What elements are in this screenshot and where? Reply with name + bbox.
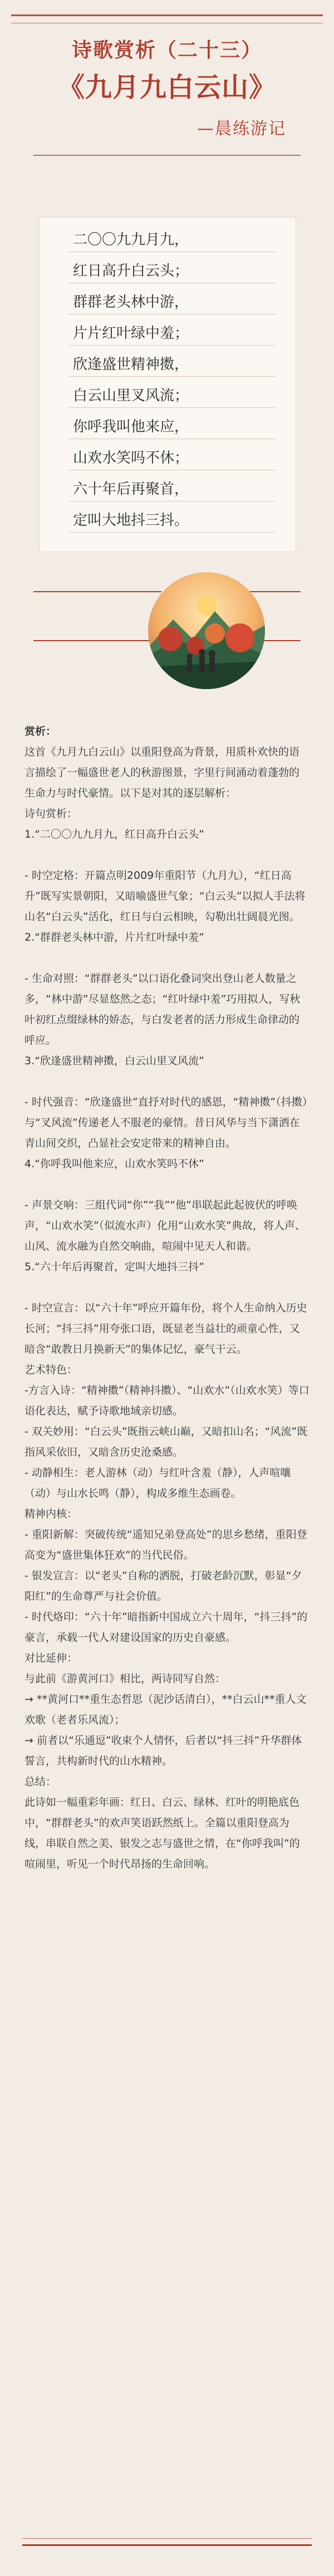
analysis-paragraph: 此诗如一幅重彩年画：红日、白云、绿林、红叶的明艳底色中，“群群老头”的欢声笑语跃然纸上。全篇以重阳登高为线，串联自然之美、银发之志与盛世之情，在“你呼我叫”的喧闹里，听见一个时代昂扬的生命回响。 (24, 1796, 300, 1870)
poem-line: 红日高升白云头； (73, 262, 273, 280)
analysis-paragraph: 这首《九月九白云山》以重阳登高为背景，用质朴欢快的语言描绘了一幅盛世老人的秋游图景，字里行间涌动着蓬勃的生命力与时代豪情。以下是对其的逐层解析： (24, 746, 300, 799)
analysis-paragraph: 总结： (24, 1776, 57, 1788)
analysis-paragraph: 与此前《游黄河口》相比，两诗同写自然： (24, 1673, 226, 1685)
analysis-paragraph: - 动静相生：老人游林（动）与红叶含羞（静），人声喧嚷（动）与山水长鸣（静），构成多维生态画卷。 (24, 1467, 291, 1500)
analysis-paragraph (24, 1071, 310, 1092)
analysis-section (24, 721, 310, 1875)
poem-line: 群群老头林中游， (73, 293, 273, 311)
poem-line: 定叫大地抖三抖。 (73, 512, 273, 529)
analysis-paragraph: - 时代强音：“欣逢盛世”直抒对时代的感恩，“精神擞”（抖擞）与“叉风流”传递老人不服老的豪情。昔日风华与当下潇洒在青山间交织，凸显社会安定带来的精神自由。 (24, 1096, 308, 1149)
analysis-paragraph: 艺术特色： (24, 1364, 78, 1376)
poem-line: 六十年后再聚首， (73, 480, 273, 498)
analysis-paragraph: - 银发宣言：以“老头”自称的洒脱，打破老龄沉默，彰显“夕阳红”的生命尊严与社会价值。 (24, 1570, 302, 1602)
illustration-row (0, 562, 334, 707)
poem-subtitle: —晨练游记 (197, 119, 286, 139)
analysis-paragraph: → **黄河口**重生态哲思（泥沙话清白），**白云山**重人文欢歌（老者乐风流）； (24, 1693, 307, 1726)
poem-line: 白云山里叉风流； (73, 387, 273, 405)
analysis-paragraph (24, 1174, 310, 1195)
header (0, 0, 334, 184)
decor-line (33, 591, 161, 592)
analysis-paragraph: - 双关妙用：“白云头”既指云峡山巅，又暗扣山名；“风流”既指风采依旧，又暗含历史沧桑感。 (24, 1425, 308, 1458)
analysis-paragraph: 赏析： (24, 725, 57, 738)
decor-line (33, 640, 161, 641)
analysis-paragraph: 2.“群群老头林中游，片片红叶绿中羞” (24, 931, 204, 943)
poem-line: 片片红叶绿中羞； (73, 325, 273, 342)
poem-line: 欣逢盛世精神擞， (73, 356, 273, 373)
analysis-paragraph: - 生命对照：“群群老头”以口语化叠词突出登山老人数量之多，“林中游”尽显悠然之态；“红叶绿中羞”巧用拟人，写秋叶初红点缀绿林的娇态，与白发老者的活力形成生命律动的呼应。 (24, 972, 301, 1046)
analysis-paragraph: -方言入诗：“精神擞”（精神抖擞）、“山欢水”（山欢水笑）等口语化表达，赋予诗歌地域亲切感。 (24, 1384, 310, 1417)
analysis-paragraph: 精神内核： (24, 1508, 78, 1520)
analysis-paragraph (24, 1277, 310, 1298)
poem-line: 你呼我叫他来应， (73, 418, 273, 436)
analysis-paragraph: - 声景交响：三组代词“你”“我”“他”串联起此起彼伏的呼唤声，“山欢水笑”（似流水声）化用“山欢水笑”典故，将人声、山风、流水融为自然交响曲，喧闹中见天人和谐。 (24, 1199, 306, 1252)
poem-title: 《九月九白云山》 (57, 72, 276, 103)
analysis-paragraph: 5.“六十年后再聚首，定叫大地抖三抖” (24, 1261, 204, 1273)
analysis-paragraph: - 时空定格：开篇点明2009年重阳节（九月九），“红日高升”既写实景朝阳，又暗喻盛世气象；“白云头”以拟人手法将山名“白云头”活化，红日与白云相映，勾勒出壮阔晨光图。 (24, 869, 306, 923)
analysis-paragraph: - 时代烙印：“六十年”暗指新中国成立六十周年，“抖三抖”的豪言，承载一代人对建设国家的历史自豪感。 (24, 1611, 308, 1644)
analysis-paragraph: 3.“欣逢盛世精神擞，白云山里叉风流” (24, 1055, 204, 1067)
series-title: 诗歌赏析（二十三） (71, 39, 262, 62)
analysis-paragraph: 诗句赏析： (24, 808, 78, 820)
poem-box (39, 217, 296, 552)
analysis-paragraph (24, 845, 310, 866)
poem-line: 山欢水笑吗不休； (73, 449, 273, 467)
analysis-paragraph: 1.“二〇〇九九月九，红日高升白云头” (24, 828, 204, 840)
top-decoration (11, 14, 323, 23)
analysis-paragraph: - 时空宣言：以“六十年”呼应开篇年份，将个人生命纳入历史长河；“抖三抖”用夸张口语，既显老当益壮的顽童心性，又暗含“敢教日月换新天”的集体记忆，豪气干云。 (24, 1302, 307, 1355)
analysis-paragraph: 4.“你呼我叫他来应，山欢水笑吗不休” (24, 1158, 204, 1170)
analysis-paragraph: 对比延伸： (24, 1652, 78, 1664)
analysis-paragraph: → 前者以“乐通逗”收束个人情怀，后者以“抖三抖”升华群体誓言，共构新时代的山水精神。 (24, 1734, 302, 1767)
analysis-paragraph: - 重阳新解：突破传统“遥知兄弟登高处”的思乡愁绪，重阳登高变为“盛世集体狂欢”的当代民俗。 (24, 1528, 307, 1561)
poem-line: 二〇〇九九月九， (73, 231, 273, 249)
autumn-hike-illustration (148, 572, 265, 689)
analysis-paragraph (24, 948, 310, 969)
footer-decoration (22, 2538, 312, 2546)
header-divider (33, 155, 301, 156)
